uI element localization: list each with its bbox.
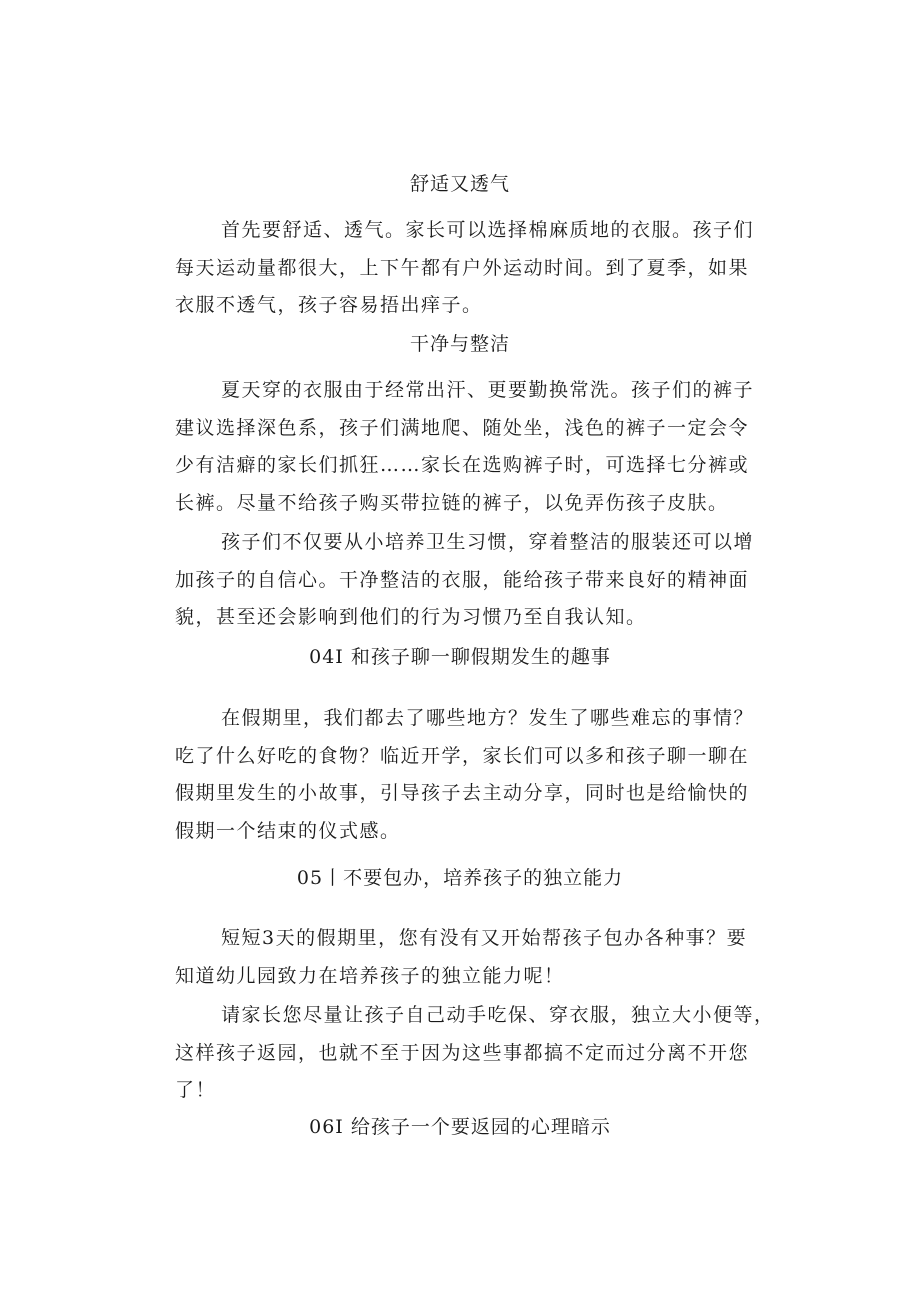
paragraph-line: 少有洁癖的家长们抓狂……家长在选购裤子时，可选择七分裤或 <box>175 454 750 476</box>
paragraph-line: 夏天穿的衣服由于经常出汗、更要勤换常洗。孩子们的裤子 <box>221 379 755 401</box>
paragraph-line: 貌，甚至还会影响到他们的行为习惯乃至自我认知。 <box>175 606 647 628</box>
paragraph-comfort <box>175 212 755 325</box>
paragraph-line: 请家长您尽量让孩子自己动手吃保、穿衣服，独立大小便等， <box>221 1004 775 1026</box>
paragraph-line: 建议选择深色系，孩子们满地爬、随处坐，浅色的裤子一定会令 <box>175 416 750 439</box>
paragraph-line: 孩子们不仅要从小培养卫生习惯，穿着整洁的服装还可以增 <box>221 531 755 553</box>
section-heading-06: 06I 给孩子一个要返园的心理暗示 <box>309 1116 611 1138</box>
paragraph-line: 知道幼儿园致力在培养孩子的独立能力呢！ <box>175 964 565 987</box>
paragraph-line: 每天运动量都很大，上下午都有户外运动时间。到了夏季，如果 <box>175 256 750 279</box>
paragraph-line: 在假期里，我们都去了哪些地方？发生了哪些难忘的事情？ <box>221 707 755 729</box>
paragraph-line: 这样孩子返园，也就不至于因为这些事都搞不定而过分离不开您 <box>175 1041 750 1064</box>
section-heading-04: 04I 和孩子聊一聊假期发生的趣事 <box>309 646 611 668</box>
paragraph-independence-2 <box>175 997 775 1110</box>
paragraph-line: 假期里发生的小故事，引导孩子去主动分享，同时也是给愉快的 <box>175 782 750 804</box>
paragraph-line: 吃了什么好吃的食物？临近开学，家长们可以多和孩子聊一聊在 <box>175 744 750 767</box>
section-heading-05: 05丨不要包办，培养孩子的独立能力 <box>296 867 624 889</box>
section-heading-clean: 干净与整洁 <box>409 333 510 355</box>
paragraph-clean-2 <box>175 524 755 637</box>
paragraph-independence-1 <box>175 920 748 995</box>
section-heading-comfort: 舒适又透气 <box>409 173 510 195</box>
paragraph-line: 了！ <box>175 1079 217 1101</box>
paragraph-line: 短短3天的假期里，您有没有又开始帮孩子包办各种事？要 <box>221 927 748 949</box>
paragraph-line: 加孩子的自信心。干净整洁的衣服，能给孩子带来良好的精神面 <box>175 568 750 591</box>
paragraph-line: 衣服不透气，孩子容易捂出痒子。 <box>175 294 483 316</box>
paragraph-line: 假期一个结束的仪式感。 <box>175 819 401 842</box>
paragraph-holiday-stories <box>175 700 755 850</box>
paragraph-line: 长裤。尽量不给孩子购买带拉链的裤子，以免弄伤孩子皮肤。 <box>175 491 729 514</box>
paragraph-line: 首先要舒适、透气。家长可以选择棉麻质地的衣服。孩子们 <box>221 219 755 241</box>
paragraph-clean-1 <box>175 372 755 522</box>
